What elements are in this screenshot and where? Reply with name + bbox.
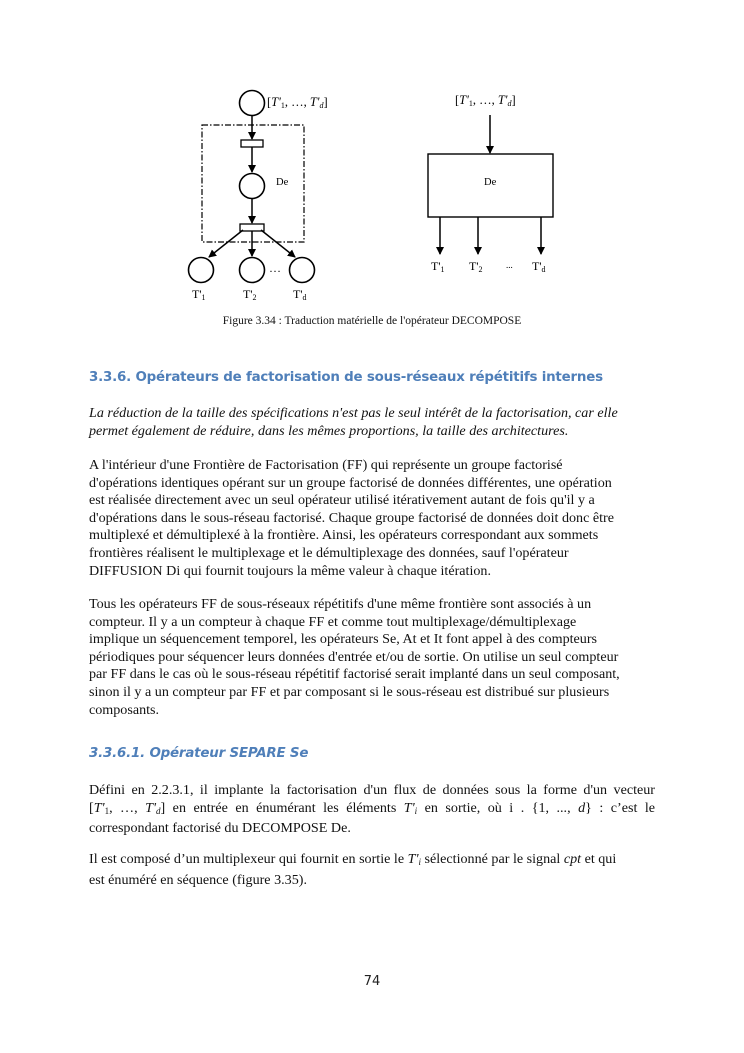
left-output-label-2: T'2	[243, 287, 257, 302]
text-line: frontières réalisent le multiplexage et le démultiplexage des données, sauf l'opérateur	[89, 544, 569, 561]
text-line: est énuméré en séquence (figure 3.35).	[89, 871, 307, 888]
text-line: Il est composé d’un multiplexeur qui fournit en sortie le $T'_i$ sélectionné par le signal cpt et qui	[89, 851, 617, 867]
left-block-label: De	[276, 177, 289, 188]
text-line: DIFFUSION Di qui fournit toujours la même valeur à chaque itération.	[89, 562, 491, 579]
text-line: compteur. Il y a un compteur à chaque FF et comme tout multiplexage/démultiplexage	[89, 613, 577, 630]
right-input-label: [T'1, …, T'd]	[455, 93, 516, 108]
text-line: [$T'_1$, …, $T'_d$] en entrée en énumérant les éléments $T'_i$ en sortie, où i . {1, ..., d} : c’est le	[89, 799, 656, 816]
text-line: Tous les opérateurs FF de sous-réseaux répétitifs d'une même frontière sont associés à un	[89, 596, 592, 612]
text-line: composants.	[89, 701, 160, 718]
input-place-circle	[240, 91, 265, 116]
subsection-heading: 3.3.6.1. Opérateur SEPARE Se	[89, 746, 309, 761]
right-ellipsis: ...	[506, 260, 513, 270]
page-number: 74	[363, 974, 381, 989]
left-diagram	[189, 91, 328, 303]
left-output-label-d: T'd	[293, 287, 307, 302]
text-line: Défini en 2.2.3.1, il implante la factorisation d'un flux de données sous la forme d'un vecteur	[89, 782, 655, 798]
text-line: d'opérations dans le sous-réseau factorisé. Chaque groupe factorisé de données doit donc être	[89, 509, 614, 526]
left-input-label: [T'1, …, T'd]	[267, 95, 328, 110]
output-place-2	[240, 258, 265, 283]
paragraph-separe-multiplexeur	[89, 851, 655, 889]
output-place-1	[189, 258, 214, 283]
text-line: sinon il y a un compteur par FF et par composant si le sous-réseau est distribué sur plusieurs	[89, 683, 610, 700]
text-line: A l'intérieur d'une Frontière de Factorisation (FF) qui représente un groupe factorisé	[89, 457, 563, 473]
text-line: par FF dans le cas où le sous-réseau répétitif factorisé serait implanté dans un seul composant,	[89, 666, 620, 683]
left-output-label-1: T'1	[192, 287, 206, 302]
left-ellipsis: …	[269, 261, 281, 275]
section-heading: 3.3.6. Opérateurs de factorisation de sous-réseaux répétitifs internes	[89, 370, 603, 385]
text-line: implique un séquencement temporel, les opérateurs Se, At et It font appel à des compteurs	[89, 631, 598, 648]
figure-3-34-diagram	[0, 0, 744, 310]
right-output-label-d: T'd	[532, 259, 546, 274]
output-place-d	[290, 258, 315, 283]
transition-top	[241, 140, 263, 147]
text-line: permet également de réduire, dans les mêmes proportions, la taille des architectures.	[89, 422, 569, 439]
right-output-label-1: T'1	[431, 259, 445, 274]
paragraph-compteurs	[89, 596, 655, 719]
text-line: multiplexé et démultiplexé à la frontière. Ainsi, les opérateurs correspondant aux sommets	[89, 527, 599, 544]
text-line: correspondant factorisé du DECOMPOSE De.	[89, 820, 351, 837]
paragraph-separe-definition	[89, 782, 655, 838]
middle-place-circle	[240, 174, 265, 199]
right-diagram	[428, 93, 553, 274]
text-line: d'opérations identiques opérant sur un groupe factorisé de données différentes, une opération	[89, 474, 612, 491]
right-output-label-2: T'2	[469, 259, 483, 274]
transition-bottom	[240, 224, 264, 231]
text-line: est réalisée directement avec un seul opérateur utilisé itérativement autant de fois qu'il y a	[89, 492, 595, 509]
intro-paragraph	[89, 405, 655, 440]
right-block-label: De	[484, 177, 497, 188]
text-line: périodiques pour séquencer leurs données d'entrée et/ou de sortie. On utilise un seul compteur	[89, 648, 619, 665]
text-line: La réduction de la taille des spécifications n'est pas le seul intérêt de la factorisation, car elle	[89, 405, 618, 421]
figure-caption: Figure 3.34 : Traduction matérielle de l'opérateur DECOMPOSE	[222, 315, 522, 327]
paragraph-frontiere	[89, 457, 655, 580]
